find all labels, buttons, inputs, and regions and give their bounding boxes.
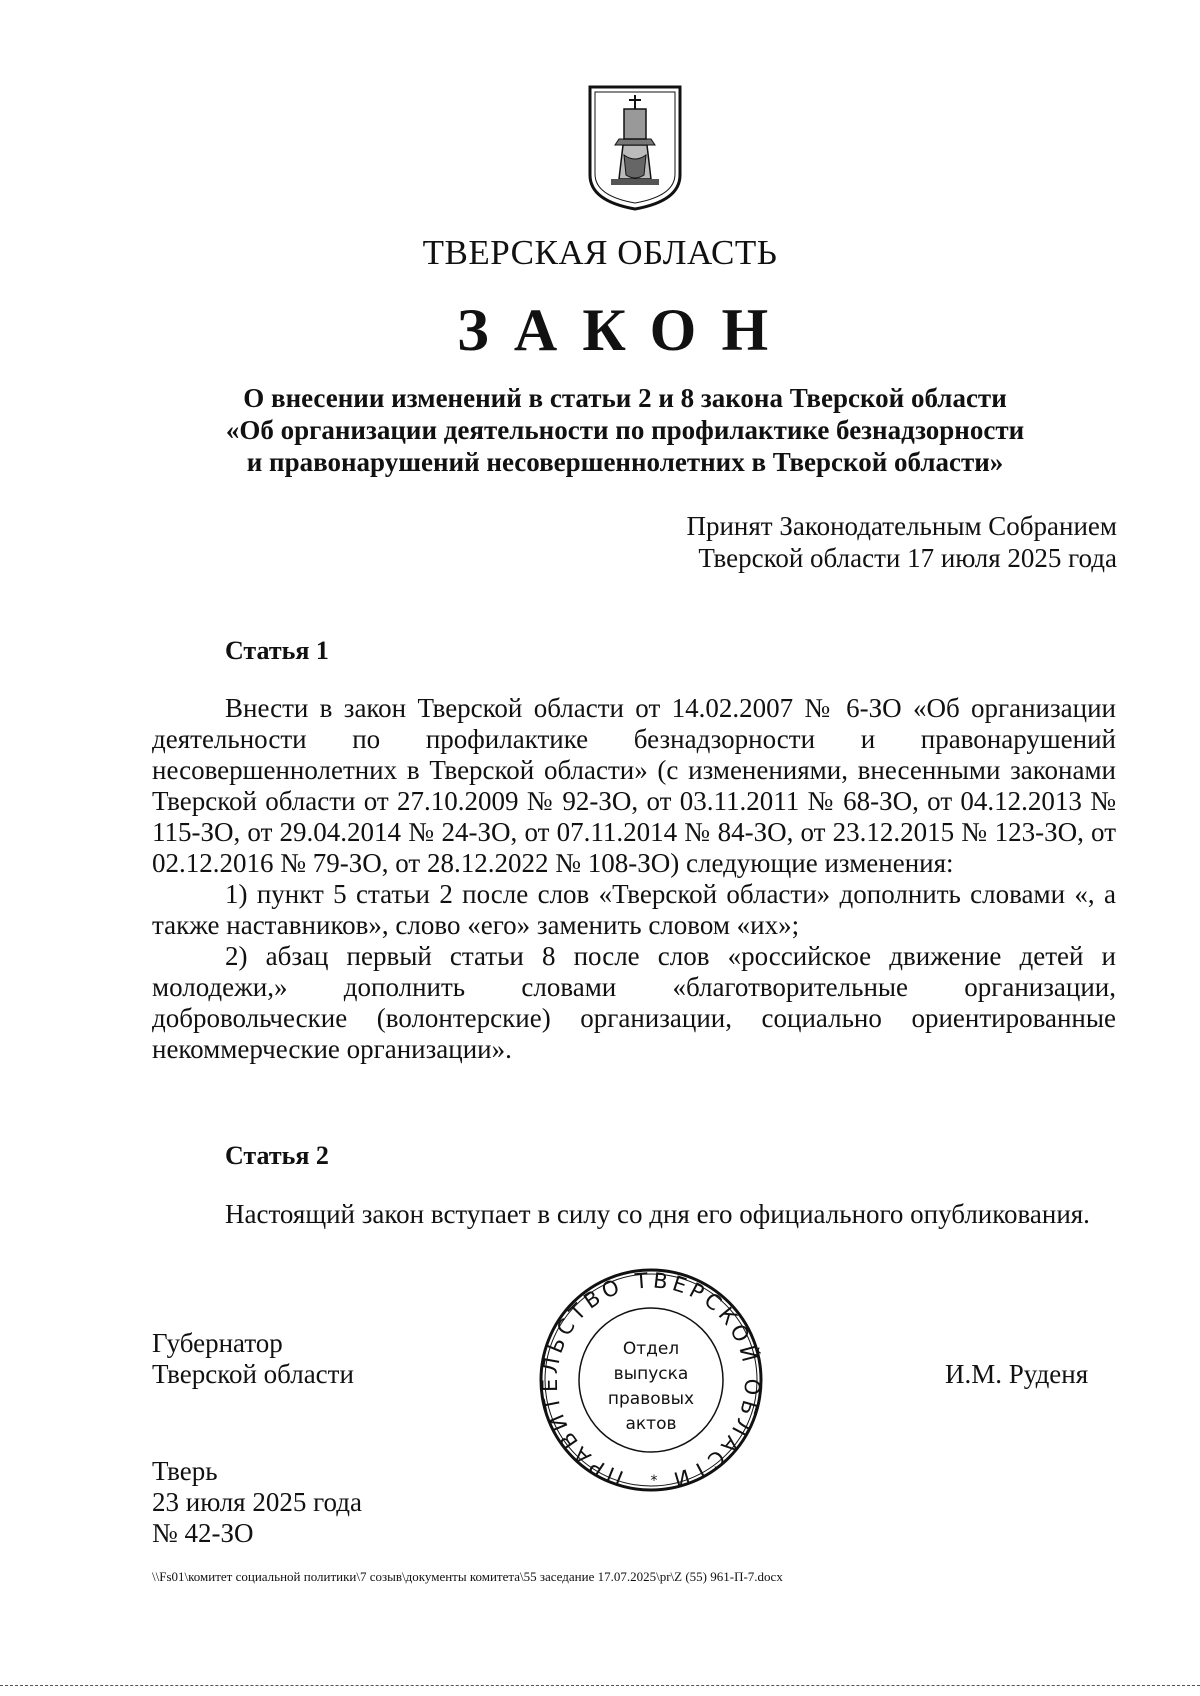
law-subject-line: «Об организации деятельности по профилактике безнадзорности [225,415,1025,445]
article-2-heading: Статья 2 [225,1141,329,1170]
official-stamp [536,1265,766,1495]
coat-of-arms-emblem [586,83,684,213]
article-1-paragraph: 1) пункт 5 статьи 2 после слов «Тверской области» дополнить словами «, а также наставников», слово «его» заменить словом «их»; [152,879,1116,940]
region-title: ТВЕРСКАЯ ОБЛАСТЬ [422,233,778,272]
law-subject-heading [150,382,1100,478]
place-date-block [152,1456,362,1549]
law-subject-line: О внесении изменений в статьи 2 и 8 закона Тверской области [243,383,1007,413]
article-2-body [152,1199,1116,1230]
stamp-center-line: выпуска [613,1364,689,1384]
article-2-paragraph: Настоящий закон вступает в силу со дня его официального опубликования. [225,1199,1090,1229]
signing-date: 23 июля 2025 года [152,1487,362,1517]
stamp-ring-text: ПРАВИТЕЛЬСТВО ТВЕРСКОЙ ОБЛАСТИ [537,1268,765,1493]
stamp-center-line: актов [625,1414,677,1434]
signatory-name: И.М. Руденя [945,1359,1089,1389]
signatory-position [152,1328,354,1390]
article-1-heading: Статья 1 [225,636,329,665]
law-subject-line: и правонарушений несовершеннолетних в Тверской области» [246,447,1004,477]
adoption-line: Принят Законодательным Собранием [686,511,1117,541]
stamp-star: * [650,1473,658,1489]
scan-edge-line [0,1685,1200,1687]
signatory-position-line: Губернатор [152,1328,283,1358]
city: Тверь [152,1456,218,1486]
article-1-paragraph: 2) абзац первый статьи 8 после слов «российское движение детей и молодежи,» дополнить словами «благотворительные организации, добровольческие (волонтерские) организации, социально ориентированные некоммерческие организации». [152,941,1116,1064]
stamp-center-line: Отдел [622,1339,680,1359]
article-1-paragraph: Внести в закон Тверской области от 14.02.2007 № 6-ЗО «Об организации деятельности по профилактике безнадзорности и правонарушений несовершеннолетних в Тверской области» (с изменениями, внесенными законами Тверской области от 27.10.2009 № 92-ЗО, от 03.11.2011 № 68-ЗО, от 04.12.2013 № 115-ЗО, от 29.04.2014 № 24-ЗО, от 07.11.2014 № 84-ЗО, от 23.12.2015 № 123-ЗО, от 02.12.2016 № 79-ЗО, от 28.12.2022 № 108-ЗО) следующие изменения: [152,693,1116,878]
signatory-position-line: Тверской области [152,1359,354,1389]
law-title: ЗАКОН [457,297,794,363]
law-number: № 42-ЗО [152,1518,254,1548]
file-path-footer: \\Fs01\комитет социальной политики\7 созыв\документы комитета\55 заседание 17.07.2025\pr\Z (55) 961-П-7.docx [152,1569,783,1584]
adoption-line: Тверской области 17 июля 2025 года [698,543,1117,573]
article-1-body [152,693,1116,1065]
adoption-note [600,510,1117,574]
stamp-center-line: правовых [607,1389,695,1409]
